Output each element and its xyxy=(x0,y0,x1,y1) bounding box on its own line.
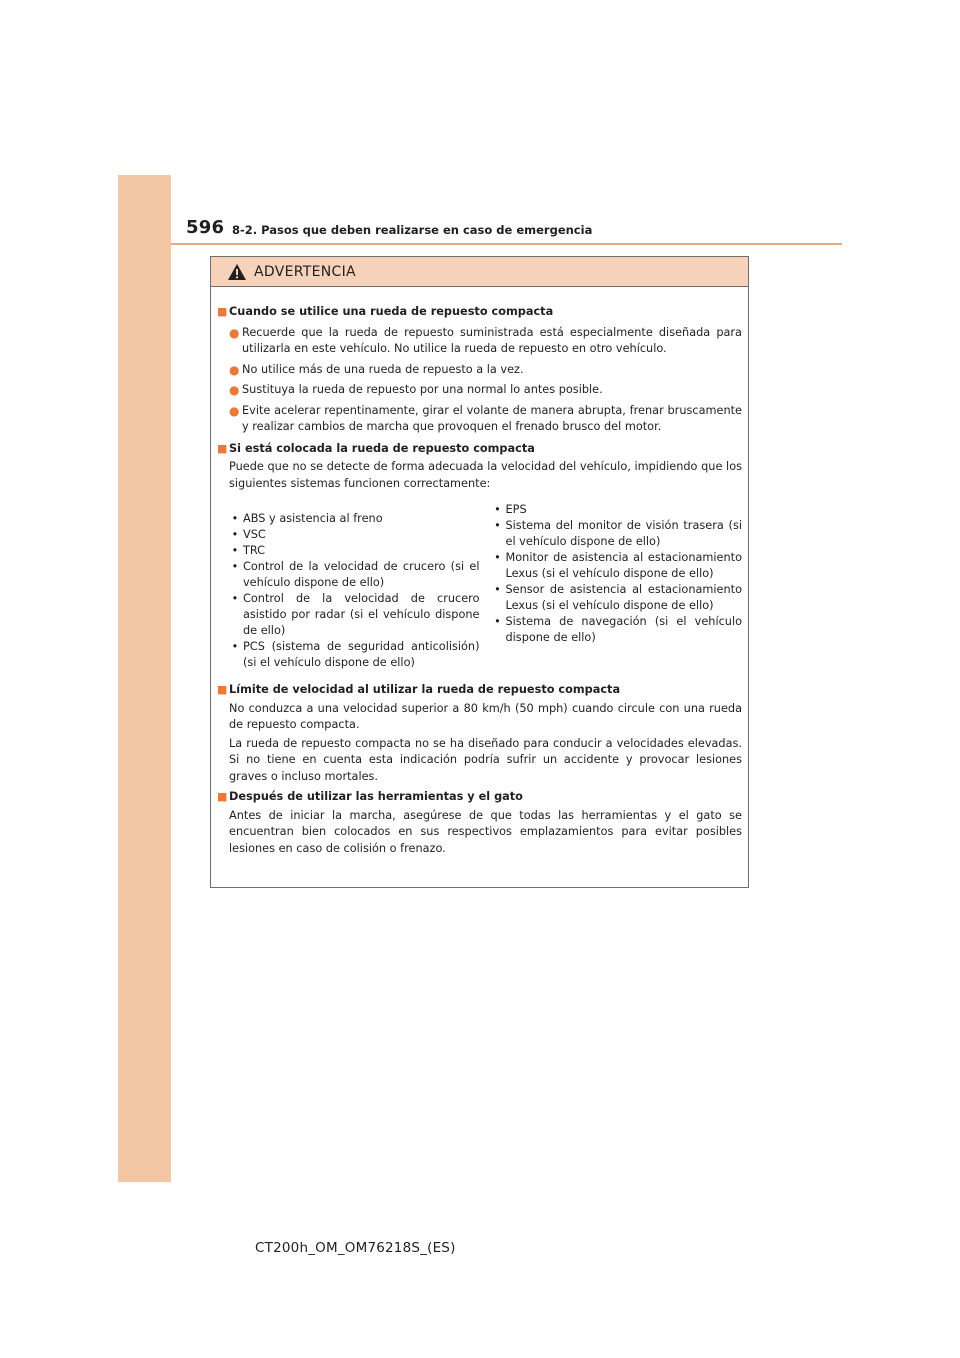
section-heading: ■ Si está colocada la rueda de repuesto compacta xyxy=(217,441,742,458)
warning-body xyxy=(211,287,748,857)
section-intro: Puede que no se detecte de forma adecuada la velocidad del vehículo, impidiendo que los siguientes sistemas funcionen correctamente: xyxy=(229,460,742,490)
systems-list-right xyxy=(488,502,743,671)
circle-bullet-icon: ● xyxy=(229,383,240,397)
section-heading: ■ Cuando se utilice una rueda de repuesto compacta xyxy=(217,304,742,321)
square-bullet-icon: ■ xyxy=(217,305,228,318)
section-heading: ■ Límite de velocidad al utilizar la rueda de repuesto compacta xyxy=(217,682,742,699)
square-bullet-icon: ■ xyxy=(217,441,228,455)
list-item: • Monitor de asistencia al estacionamiento Lexus (si el vehículo dispone de ello) xyxy=(494,551,742,580)
warning-triangle-icon xyxy=(227,263,247,281)
warning-header xyxy=(211,257,748,287)
list-item: • Control de la velocidad de crucero asistido por radar (si el vehículo dispone de ello) xyxy=(231,592,480,637)
list-item: • Sistema del monitor de visión trasera (si el vehículo dispone de ello) xyxy=(494,519,742,548)
paragraph: No conduzca a una velocidad superior a 80 km/h (50 mph) cuando circule con una rueda de repuesto compacta. xyxy=(229,701,742,731)
systems-columns xyxy=(217,502,742,671)
paragraph: La rueda de repuesto compacta no se ha diseñado para conducir a velocidades elevadas. Si no tiene en cuenta esta indicación podría sufrir un accidente y provocar lesiones graves o incluso mortales. xyxy=(229,736,742,783)
page-number: 596 xyxy=(186,217,225,238)
list-item: ● No utilice más de una rueda de repuesto a la vez. xyxy=(229,362,524,377)
list-item: • EPS xyxy=(494,503,527,516)
list-item: • ABS y asistencia al freno xyxy=(231,512,383,525)
list-item: • Sensor de asistencia al estacionamiento Lexus (si el vehículo dispone de ello) xyxy=(494,583,742,612)
circle-bullet-icon: ● xyxy=(229,362,240,377)
side-tab-band xyxy=(118,175,171,1182)
square-bullet-icon: ■ xyxy=(217,683,228,696)
list-item: ● Recuerde que la rueda de repuesto suministrada está especialmente diseñada para utilizarla en este vehículo. No utilice la rueda de repuesto en otro vehículo. xyxy=(217,325,742,358)
paragraph: Antes de iniciar la marcha, asegúrese de que todas las herramientas y el gato se encuentran bien colocados en sus respectivos emplazamientos para evitar posibles lesiones en caso de colisión o frenazo. xyxy=(229,808,742,855)
list-item: ● Sustituya la rueda de repuesto por una normal lo antes posible. xyxy=(229,383,603,397)
document-code: CT200h_OM_OM76218S_(ES) xyxy=(255,1240,456,1256)
list-item: • VSC xyxy=(231,528,266,541)
list-item: • Sistema de navegación (si el vehículo dispone de ello) xyxy=(494,615,742,644)
square-bullet-icon: ■ xyxy=(217,790,228,803)
circle-bullet-icon: ● xyxy=(229,325,240,340)
list-item: • PCS (sistema de seguridad anticolisión) (si el vehículo dispone de ello) xyxy=(231,640,480,669)
warning-box xyxy=(210,256,749,888)
list-item: • TRC xyxy=(231,544,266,557)
section-heading: ■ Después de utilizar las herramientas y el gato xyxy=(217,789,742,806)
section-title: 8-2. Pasos que deben realizarse en caso de emergencia xyxy=(232,223,593,237)
systems-list-left xyxy=(229,502,488,671)
circle-bullet-icon: ● xyxy=(229,403,240,418)
warning-title: ADVERTENCIA xyxy=(254,263,356,280)
list-item: • Control de la velocidad de crucero (si el vehículo dispone de ello) xyxy=(231,560,480,589)
header-rule xyxy=(171,243,842,245)
list-item: ● Evite acelerar repentinamente, girar el volante de manera abrupta, frenar bruscamente y realizar cambios de marcha que provoquen el frenado brusco del motor. xyxy=(217,403,742,436)
